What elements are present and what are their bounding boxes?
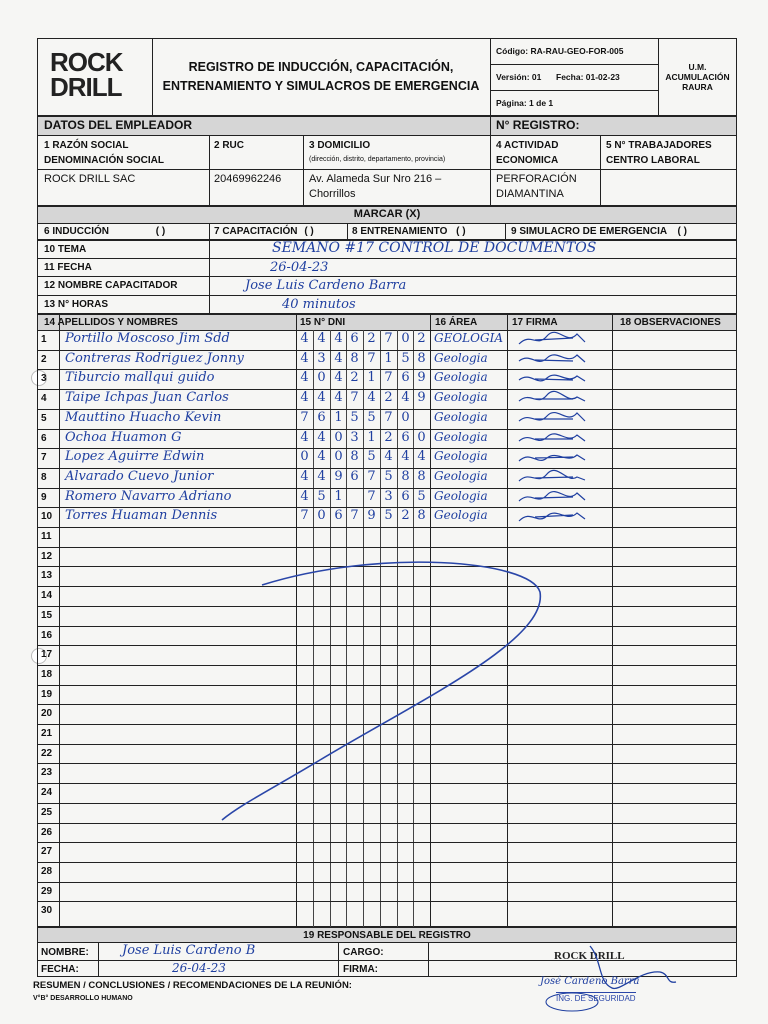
row-number: 20 <box>41 708 53 719</box>
entrenamiento-label: 8 ENTRENAMIENTO <box>352 226 448 237</box>
doc-page: Página: 1 de 1 <box>496 98 554 108</box>
dni-digit: 0 <box>317 370 326 385</box>
horas-label: 13 N° HORAS <box>44 299 109 310</box>
table-row <box>37 724 737 744</box>
table-row <box>37 645 737 665</box>
dni-digit: 7 <box>384 370 393 385</box>
participant-name: Contreras Rodriguez Jonny <box>65 351 244 366</box>
dni-digit: 9 <box>334 469 343 484</box>
actividad-value <box>496 172 577 202</box>
dni-digit: 4 <box>300 331 309 346</box>
dni-digit: 3 <box>350 430 359 445</box>
col-header-area: 16 ÁREA <box>435 317 478 328</box>
dni-digit: 9 <box>367 508 376 523</box>
table-row <box>37 783 737 803</box>
dni-digit: 4 <box>334 370 343 385</box>
row-number: 11 <box>41 531 52 542</box>
dni-digit: 4 <box>334 351 343 366</box>
participant-area: Geologia <box>434 370 488 384</box>
dni-digit: 4 <box>300 469 309 484</box>
participant-area: Geologia <box>434 390 488 404</box>
dni-digit: 1 <box>334 410 343 425</box>
dni-digit: 4 <box>317 390 326 405</box>
mining-unit <box>658 62 737 92</box>
dni-digit: 2 <box>401 508 410 523</box>
dni-digit: 0 <box>334 430 343 445</box>
participant-name: Lopez Aguirre Edwin <box>65 449 205 464</box>
table-row <box>37 901 737 921</box>
table-row <box>37 547 737 567</box>
razon-label-line-1: 1 RAZÓN SOCIAL <box>44 140 129 151</box>
simulacro-checkbox[interactable]: ( ) <box>677 226 687 237</box>
dni-digit: 2 <box>417 331 426 346</box>
stamp-company: ROCK DRILL <box>554 950 625 962</box>
dni-digit: 1 <box>334 489 343 504</box>
row-number: 3 <box>41 373 47 384</box>
participant-name: Romero Navarro Adriano <box>65 489 232 504</box>
capacitador-value: Jose Luis Cardeno Barra <box>245 278 407 293</box>
row-number: 1 <box>41 334 47 345</box>
dni-digit: 4 <box>367 390 376 405</box>
trabajadores-label <box>606 139 712 167</box>
stamp-role: ING. DE SEGURIDAD <box>556 994 636 1003</box>
actividad-value-line-1: PERFORACIÓN <box>496 173 577 185</box>
dni-digit: 0 <box>401 331 410 346</box>
domicilio-value <box>309 172 441 202</box>
table-row <box>37 763 737 783</box>
participant-signature <box>515 330 605 350</box>
form-title <box>152 58 490 96</box>
table-row <box>37 527 737 547</box>
capacitacion-checkbox[interactable]: ( ) <box>304 226 314 237</box>
dni-digit: 4 <box>401 390 410 405</box>
dni-digit: 4 <box>300 390 309 405</box>
dni-digit: 7 <box>300 410 309 425</box>
dni-digit: 8 <box>350 351 359 366</box>
capacitacion-option[interactable] <box>214 225 314 238</box>
dni-digit: 7 <box>367 489 376 504</box>
table-row <box>37 350 737 370</box>
table-row <box>37 882 737 902</box>
actividad-label-line-2: ECONOMICA <box>496 155 559 166</box>
dni-digit: 3 <box>317 351 326 366</box>
table-row <box>37 626 737 646</box>
dni-digit: 2 <box>350 370 359 385</box>
participant-signature <box>515 369 605 389</box>
dni-digit: 5 <box>367 410 376 425</box>
razon-label-line-2: DENOMINACIÓN SOCIAL <box>44 155 164 166</box>
dni-digit: 1 <box>384 351 393 366</box>
table-row <box>37 468 737 488</box>
participant-area: Geologia <box>434 430 488 444</box>
dni-digit: 5 <box>401 351 410 366</box>
row-number: 5 <box>41 413 47 424</box>
dni-digit: 8 <box>350 449 359 464</box>
row-number: 19 <box>41 689 53 700</box>
row-number: 13 <box>41 570 53 581</box>
participant-signature <box>515 468 605 488</box>
participant-name: Tiburcio mallqui guido <box>65 370 215 385</box>
mining-unit-line-1: U.M. <box>688 62 707 72</box>
dni-digit: 0 <box>401 410 410 425</box>
dni-digit: 0 <box>300 449 309 464</box>
razon-social-value: ROCK DRILL SAC <box>44 173 136 185</box>
dni-digit: 4 <box>317 449 326 464</box>
dni-digit: 4 <box>300 351 309 366</box>
actividad-label-line-1: 4 ACTIVIDAD <box>496 140 559 151</box>
participant-area: Geologia <box>434 469 488 483</box>
vb-label: V°B° DESARROLLO HUMANO <box>33 995 133 1002</box>
table-row <box>37 862 737 882</box>
participant-name: Taipe Ichpas Juan Carlos <box>65 390 229 405</box>
row-number: 24 <box>41 787 53 798</box>
responsable-title: 19 RESPONSABLE DEL REGISTRO <box>303 930 471 941</box>
col-header-dni: 15 N° DNI <box>300 317 346 328</box>
entrenamiento-option[interactable] <box>352 225 466 238</box>
participant-signature <box>515 409 605 429</box>
participant-signature <box>515 448 605 468</box>
dni-digit: 4 <box>334 331 343 346</box>
table-row <box>37 448 737 468</box>
domicilio-label <box>309 139 445 166</box>
row-number: 15 <box>41 610 53 621</box>
dni-digit: 4 <box>300 430 309 445</box>
dni-digit: 1 <box>367 430 376 445</box>
form-title-line-1: REGISTRO DE INDUCCIÓN, CAPACITACIÓN, <box>188 60 454 74</box>
row-number: 6 <box>41 433 47 444</box>
fecha-value: 26-04-23 <box>270 260 329 275</box>
participant-signature <box>515 389 605 409</box>
row-number: 29 <box>41 886 53 897</box>
participant-area: Geologia <box>434 489 488 503</box>
row-number: 14 <box>41 590 53 601</box>
dni-digit: 2 <box>384 390 393 405</box>
participant-signature <box>515 350 605 370</box>
stamp-name: José Cardeno Barra <box>540 976 640 987</box>
marcar-title: MARCAR (X) <box>353 208 421 220</box>
ruc-value: 20469962246 <box>214 173 282 185</box>
table-row <box>37 823 737 843</box>
col-header-nombres: 14 APELLIDOS Y NOMBRES <box>44 317 178 328</box>
dni-digit: 0 <box>417 430 426 445</box>
mining-unit-line-3: RAURA <box>682 82 713 92</box>
mining-unit-line-2: ACUMULACIÓN <box>665 72 730 82</box>
table-row <box>37 488 737 508</box>
dni-digit: 8 <box>417 508 426 523</box>
razon-social-label <box>44 139 164 167</box>
dni-digit: 0 <box>317 508 326 523</box>
participant-area: Geologia <box>434 410 488 424</box>
dni-digit: 6 <box>350 469 359 484</box>
table-row <box>37 507 737 527</box>
dni-digit: 7 <box>350 508 359 523</box>
row-number: 28 <box>41 866 53 877</box>
actividad-label <box>496 139 558 167</box>
row-number: 2 <box>41 354 47 365</box>
dni-digit: 9 <box>417 370 426 385</box>
table-row <box>37 665 737 685</box>
row-number: 7 <box>41 452 47 463</box>
table-row <box>37 389 737 409</box>
actividad-value-line-2: DIAMANTINA <box>496 188 564 200</box>
dni-digit: 9 <box>417 390 426 405</box>
fecha-footer-label: FECHA: <box>41 964 79 975</box>
table-row <box>37 429 737 449</box>
simulacro-label: 9 SIMULACRO DE EMERGENCIA <box>511 226 667 237</box>
row-number: 21 <box>41 728 53 739</box>
row-number: 25 <box>41 807 53 818</box>
nombre-label: NOMBRE: <box>41 947 89 958</box>
dni-digit: 5 <box>417 489 426 504</box>
registro-label: N° REGISTRO: <box>496 118 580 132</box>
col-header-observaciones: 18 OBSERVACIONES <box>620 317 721 328</box>
form-title-line-2: ENTRENAMIENTO Y SIMULACROS DE EMERGENCIA <box>162 79 480 93</box>
dni-digit: 7 <box>384 331 393 346</box>
dni-digit: 4 <box>401 449 410 464</box>
doc-date: Fecha: 01-02-23 <box>556 72 620 82</box>
dni-digit: 7 <box>367 469 376 484</box>
capacitador-label: 12 NOMBRE CAPACITADOR <box>44 280 178 291</box>
row-number: 23 <box>41 767 53 778</box>
table-row <box>37 330 737 350</box>
dni-digit: 7 <box>300 508 309 523</box>
dni-digit: 4 <box>300 370 309 385</box>
responsable-fecha-value: 26-04-23 <box>172 961 226 975</box>
induccion-option[interactable] <box>44 225 165 238</box>
table-row <box>37 369 737 389</box>
table-row <box>37 842 737 862</box>
participant-area: Geologia <box>434 351 488 365</box>
participant-name: Mauttino Huacho Kevin <box>65 410 222 425</box>
table-row <box>37 685 737 705</box>
participant-area: Geologia <box>434 449 488 463</box>
domicilio-label-line: 3 DOMICILIO <box>309 140 371 151</box>
firma-label: FIRMA: <box>343 964 378 975</box>
responsable-nombre-value: Jose Luis Cardeno B <box>122 943 256 958</box>
row-number: 30 <box>41 905 53 916</box>
dni-digit: 4 <box>417 449 426 464</box>
resumen-label: RESUMEN / CONCLUSIONES / RECOMENDACIONES DE LA REUNIÓN: <box>33 980 352 991</box>
dni-digit: 3 <box>384 489 393 504</box>
dni-digit: 4 <box>384 449 393 464</box>
dni-digit: 5 <box>317 489 326 504</box>
row-number: 10 <box>41 511 53 522</box>
dni-digit: 8 <box>417 351 426 366</box>
row-number: 8 <box>41 472 47 483</box>
table-row <box>37 744 737 764</box>
dni-digit: 6 <box>401 370 410 385</box>
dni-digit: 2 <box>367 331 376 346</box>
dni-digit: 5 <box>350 410 359 425</box>
cargo-label: CARGO: <box>343 947 384 958</box>
logo-line-2: DRILL <box>50 72 122 102</box>
participant-name: Portillo Moscoso Jim Sdd <box>65 331 230 346</box>
dni-digit: 6 <box>334 508 343 523</box>
dni-digit: 7 <box>350 390 359 405</box>
dni-digit: 4 <box>334 390 343 405</box>
participant-signature <box>515 488 605 508</box>
dni-digit: 6 <box>401 430 410 445</box>
participant-signature <box>515 429 605 449</box>
table-row <box>37 606 737 626</box>
company-stamp <box>520 942 720 1012</box>
row-number: 4 <box>41 393 47 404</box>
dni-digit: 5 <box>384 508 393 523</box>
dni-digit: 6 <box>401 489 410 504</box>
dni-digit: 7 <box>367 351 376 366</box>
dni-digit: 8 <box>401 469 410 484</box>
participant-name: Alvarado Cuevo Junior <box>65 469 214 484</box>
dni-digit: 1 <box>367 370 376 385</box>
col-header-firma: 17 FIRMA <box>512 317 558 328</box>
entrenamiento-checkbox[interactable]: ( ) <box>456 226 466 237</box>
table-row <box>37 803 737 823</box>
stamp-signature <box>520 942 720 1012</box>
row-number: 17 <box>41 649 53 660</box>
participant-name: Torres Huaman Dennis <box>65 508 218 523</box>
tema-label: 10 TEMA <box>44 244 87 255</box>
dni-digit: 5 <box>367 449 376 464</box>
induccion-checkbox[interactable]: ( ) <box>155 226 166 237</box>
participant-area: Geologia <box>434 508 488 522</box>
tema-value: SEMANO #17 CONTROL DE DOCUMENTOS <box>272 240 597 256</box>
row-number: 12 <box>41 551 53 562</box>
doc-code: Código: RA-RAU-GEO-FOR-005 <box>496 46 624 56</box>
dni-digit: 5 <box>384 469 393 484</box>
dni-digit: 6 <box>350 331 359 346</box>
domicilio-value-line-2: Chorrillos <box>309 188 356 200</box>
capacitacion-label: 7 CAPACITACIÓN <box>214 226 298 237</box>
fecha-label: 11 FECHA <box>44 262 92 273</box>
row-number: 27 <box>41 846 53 857</box>
horas-value: 40 minutos <box>282 297 356 312</box>
row-number: 9 <box>41 492 47 503</box>
table-row <box>37 566 737 586</box>
induccion-label: 6 INDUCCIÓN <box>44 226 110 237</box>
table-row <box>37 409 737 429</box>
domicilio-sublabel: (dirección, distrito, departamento, provincia) <box>309 156 446 163</box>
trabajadores-label-line-1: 5 N° TRABAJADORES <box>606 140 712 151</box>
dni-digit: 8 <box>417 469 426 484</box>
domicilio-value-line-1: Av. Alameda Sur Nro 216 – <box>309 173 442 185</box>
dni-digit: 6 <box>317 410 326 425</box>
dni-digit: 4 <box>317 469 326 484</box>
employer-section-title: DATOS DEL EMPLEADOR <box>44 118 193 132</box>
row-number: 16 <box>41 630 53 641</box>
dni-digit: 4 <box>317 430 326 445</box>
logo-line-1: ROCK <box>50 47 123 77</box>
dni-digit: 2 <box>384 430 393 445</box>
participant-area: GEOLOGIA <box>434 331 503 345</box>
dni-digit: 4 <box>300 489 309 504</box>
table-row <box>37 704 737 724</box>
participant-signature <box>515 507 605 527</box>
simulacro-option[interactable] <box>511 225 687 238</box>
row-number: 26 <box>41 827 53 838</box>
ruc-label: 2 RUC <box>214 140 245 151</box>
row-number: 18 <box>41 669 53 680</box>
company-logo <box>50 47 142 102</box>
table-row <box>37 586 737 606</box>
doc-version: Versión: 01 <box>496 72 542 82</box>
row-number: 22 <box>41 748 53 759</box>
trabajadores-label-line-2: CENTRO LABORAL <box>606 155 700 166</box>
dni-digit: 4 <box>317 331 326 346</box>
dni-digit: 7 <box>384 410 393 425</box>
participant-name: Ochoa Huamon G <box>65 430 182 445</box>
dni-digit: 0 <box>334 449 343 464</box>
